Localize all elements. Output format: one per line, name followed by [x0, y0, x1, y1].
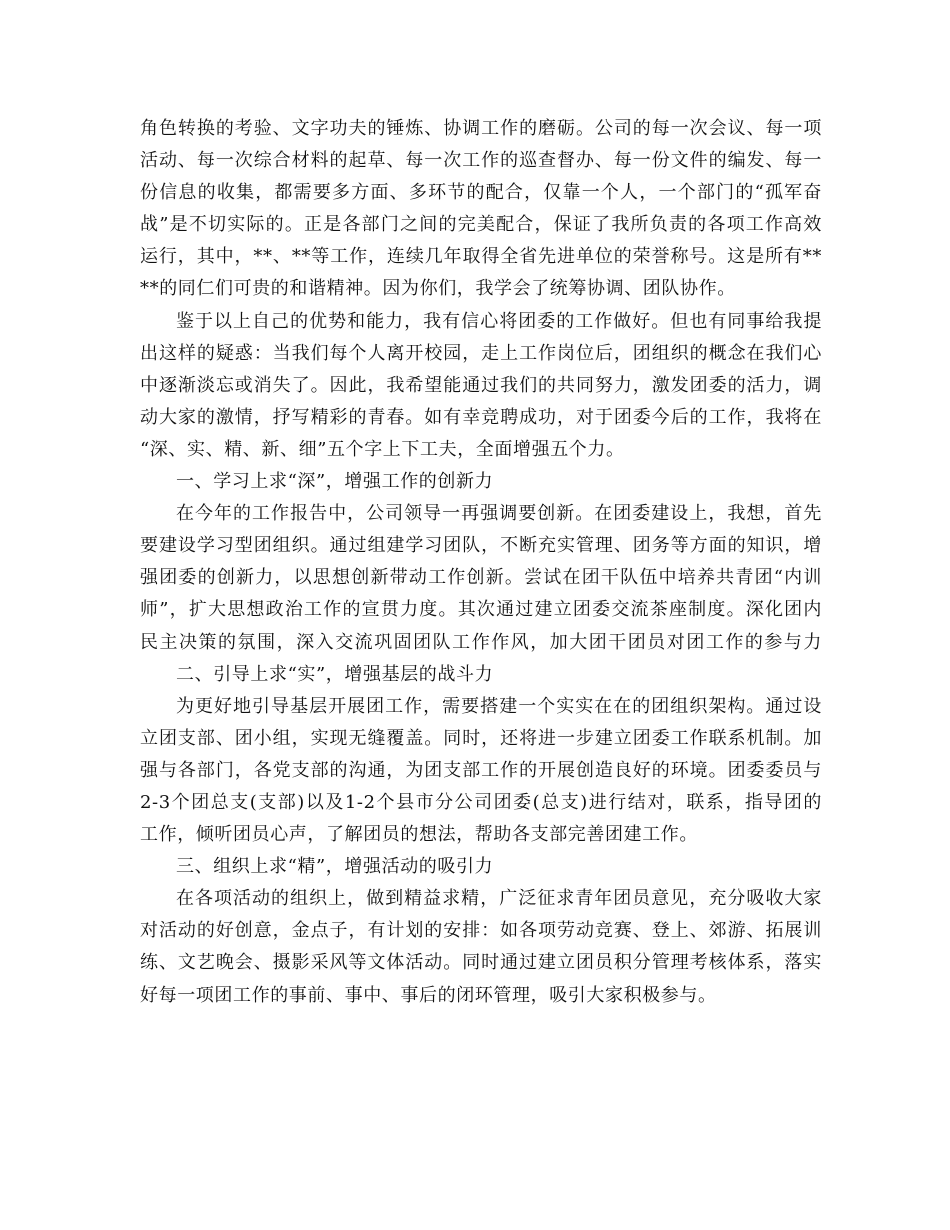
text-line: 师”，扩大思想政治工作的宣贯力度。其次通过建立团委交流茶座制度。深化团内: [140, 599, 822, 621]
text-line: 练、文艺晚会、摄影采风等文体活动。同时通过建立团员积分管理考核体系，落实: [140, 952, 822, 974]
text-line: 鉴于以上自己的优势和能力，我有信心将团委的工作做好。但也有同事给我提: [176, 310, 822, 332]
text-line: 为更好地引导基层开展团工作，需要搭建一个实实在在的团组织架构。通过设: [176, 695, 822, 717]
text-line: 强与各部门，各党支部的沟通，为团支部工作的开展创造良好的环境。团委委员与: [140, 759, 822, 781]
text-line: 动大家的激情，抒写精彩的青春。如有幸竞聘成功，对于团委今后的工作，我将在: [140, 406, 822, 428]
text-line: 立团支部、团小组，实现无缝覆盖。同时，还将进一步建立团委工作联系机制。加: [140, 727, 822, 749]
text-line: 活动、每一次综合材料的起草、每一次工作的巡查督办、每一份文件的编发、每一: [140, 150, 822, 172]
text-line: 对活动的好创意，金点子，有计划的安排：如各项劳动竞赛、登上、郊游、拓展训: [140, 920, 822, 942]
text-line: **的同仁们可贵的和谐精神。因为你们，我学会了统筹协调、团队协作。: [140, 278, 736, 300]
text-line: 在各项活动的组织上，做到精益求精，广泛征求青年团员意见，充分吸收大家: [176, 888, 822, 910]
text-line: 中逐渐淡忘或消失了。因此，我希望能通过我们的共同努力，激发团委的活力，调: [140, 374, 822, 396]
text-line: 一、学习上求“深”，增强工作的创新力: [176, 471, 494, 493]
text-line: 角色转换的考验、文字功夫的锤炼、协调工作的磨砺。公司的每一次会议、每一项: [140, 118, 822, 139]
text-line: 出这样的疑惑：当我们每个人离开校园，走上工作岗位后，团组织的概念在我们心: [140, 342, 822, 364]
text-line: 2-3个团总支(支部)以及1-2个县市分公司团委(总支)进行结对，联系，指导团的: [140, 791, 822, 813]
text-line: 在今年的工作报告中，公司领导一再强调要创新。在团委建设上，我想，首先: [176, 503, 822, 525]
text-line: 工作，倾听团员心声，了解团员的想法，帮助各支部完善团建工作。: [140, 824, 698, 846]
text-line: 战”是不切实际的。正是各部门之间的完美配合，保证了我所负责的各项工作高效: [140, 214, 822, 236]
text-line: “深、实、精、新、细”五个字上下工夫，全面增强五个力。: [140, 438, 625, 460]
text-line: 二、引导上求“实”，增强基层的战斗力: [176, 663, 494, 685]
text-line: 三、组织上求“精”，增强活动的吸引力: [176, 856, 494, 878]
text-line: 好每一项团工作的事前、事中、事后的闭环管理，吸引大家积极参与。: [140, 984, 717, 1006]
text-line: 强团委的创新力，以思想创新带动工作创新。尝试在团干队伍中培养共青团“内训: [140, 567, 822, 589]
document-body: [140, 113, 822, 1012]
text-line: 份信息的收集，都需要多方面、多环节的配合，仅靠一个人，一个部门的“孤军奋: [140, 182, 822, 204]
text-line: 运行，其中，**、**等工作，连续几年取得全省先进单位的荣誉称号。这是所有**: [140, 246, 822, 268]
text-line: 要建设学习型团组织。通过组建学习团队，不断充实管理、团务等方面的知识，增: [140, 535, 822, 557]
text-line: 民主决策的氛围，深入交流巩固团队工作作风，加大团干团员对团工作的参与力: [140, 631, 822, 653]
